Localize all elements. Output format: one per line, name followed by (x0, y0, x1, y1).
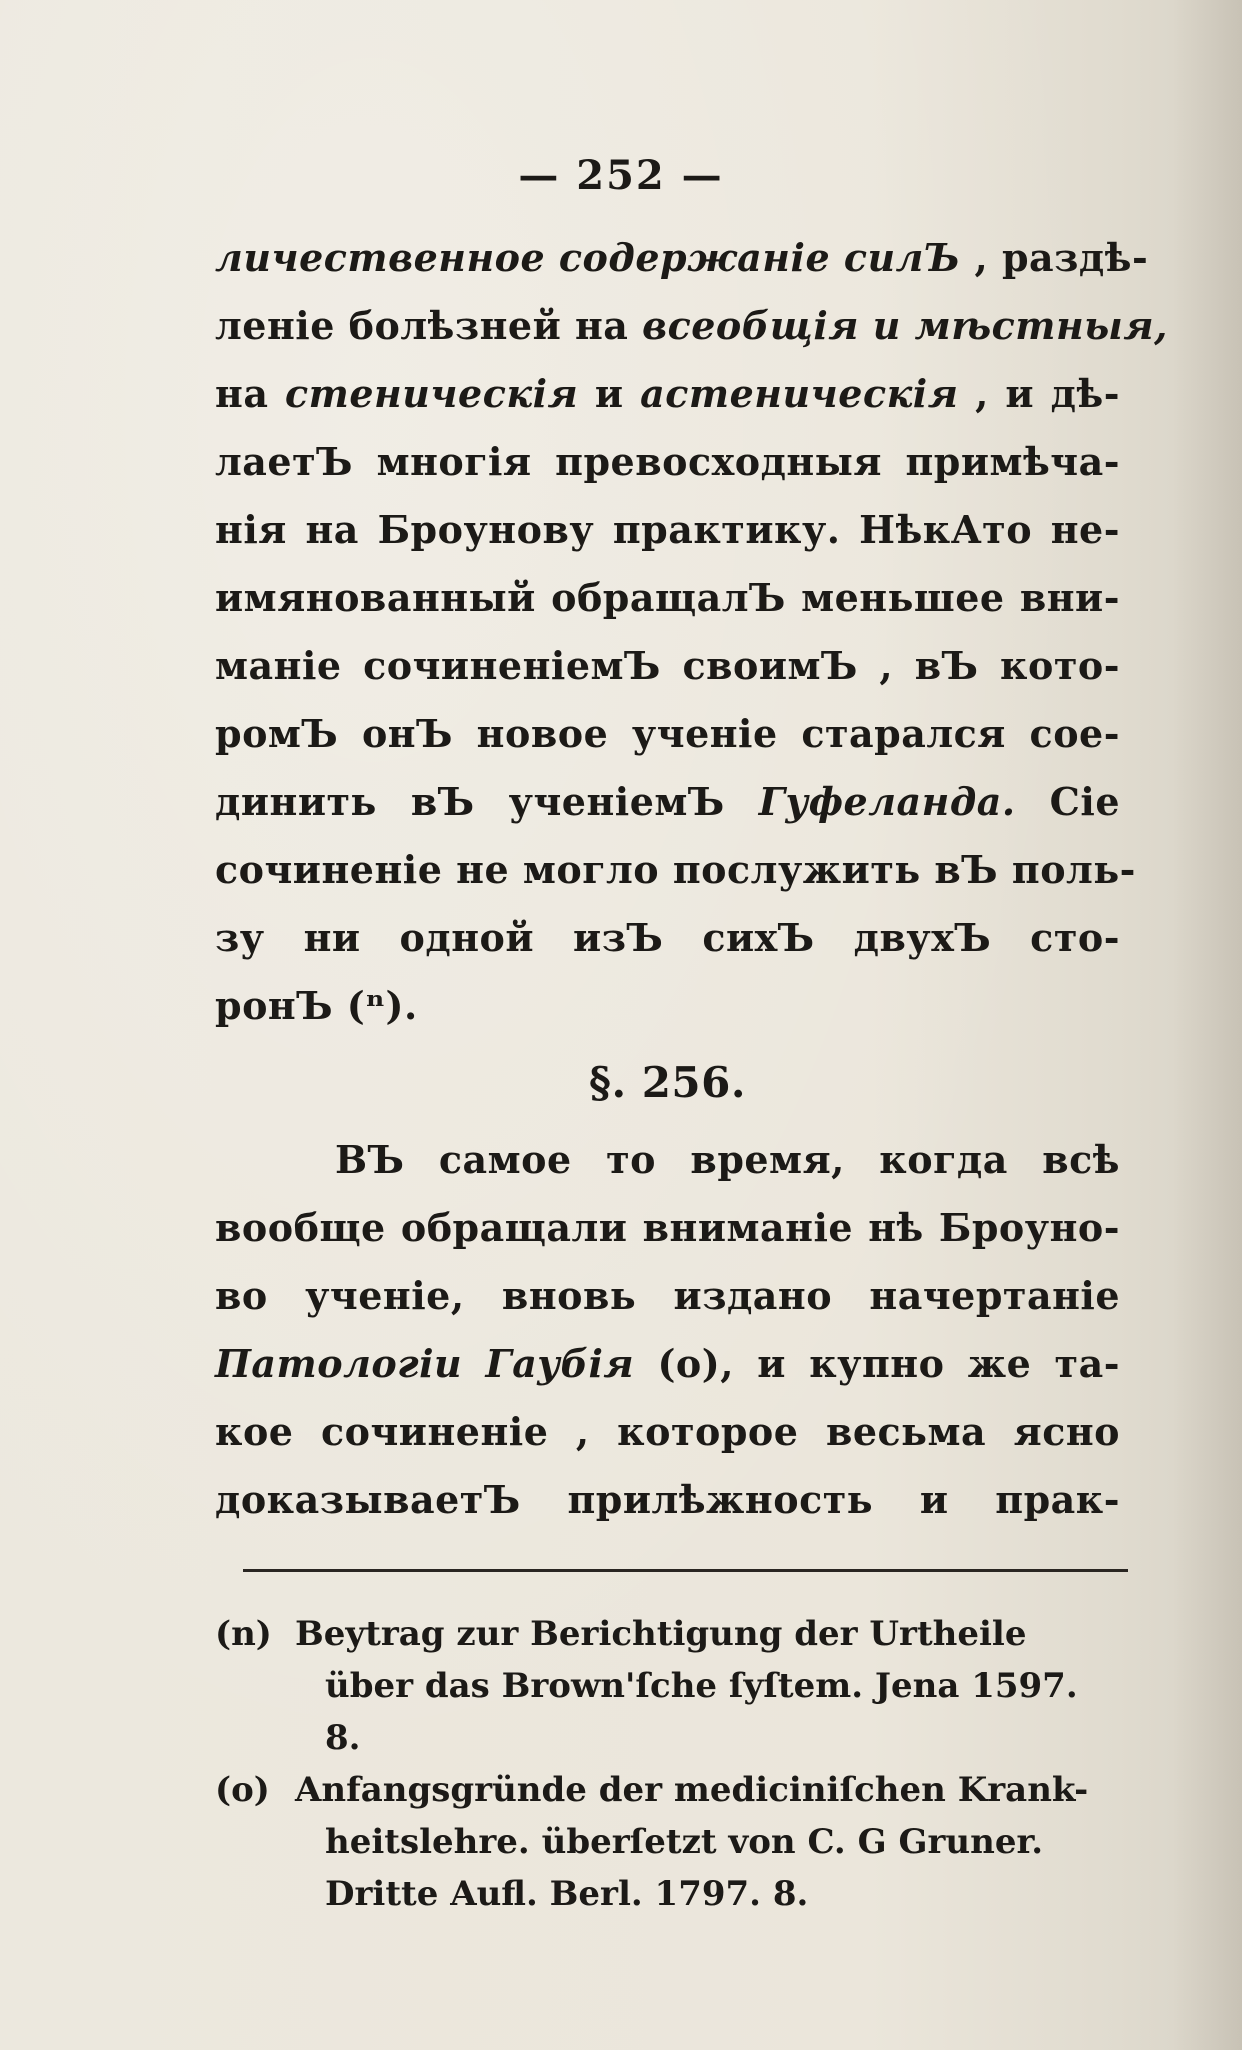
text-line: динить вЪ ученiемЪ Гуфеланда. Сiе (215, 779, 1120, 824)
text-line-italic: астеническiя (640, 371, 959, 416)
footnote-line (215, 1608, 1135, 1660)
footnotes (215, 1608, 1135, 1920)
text-line-italic: Гуфеланда. (758, 779, 1016, 824)
text-line: кое сочиненiе , которое весьма ясно (215, 1409, 1120, 1454)
text-line: на стеническiя и астеническiя , и дѣ- (215, 371, 1120, 416)
text-line: ромЪ онЪ новое ученiе старался сое- (215, 711, 1120, 756)
page-number: — 252 — (518, 152, 724, 199)
footnote-line (215, 1764, 1135, 1816)
footnote-line: über das Brown'ſche ſyſtem. Jena 1597. (325, 1666, 1078, 1706)
text-line: имянованный обращалЪ меньшее вни- (215, 575, 1120, 620)
text-line: сочиненiе не могло послужить вЪ поль- (215, 847, 1136, 892)
footnote-text: Anfangsgründe der mediciniſchen Krank- (295, 1770, 1089, 1810)
section-heading: §. 256. (588, 1058, 746, 1107)
text-line: ВЪ самое то время, когда всѣ (335, 1137, 1120, 1182)
footnote-line: Dritte Aufl. Berl. 1797. 8. (325, 1874, 809, 1914)
text-line: Патологiи Гаубiя (о), и купно же та- (215, 1341, 1120, 1386)
text-line: вообще обращали вниманiе нѣ Броуно- (215, 1205, 1120, 1250)
footnote-mark: (o) (215, 1770, 270, 1810)
text-line: во ученiе, вновь издано начертанiе (215, 1273, 1120, 1318)
text-line: ленiе болѣзней на всеобщiя и мѣстныя, (215, 303, 1168, 348)
text-line: лаетЪ многiя превосходныя примѣча- (215, 439, 1120, 484)
footnote-text: Beytrag zur Berichtigung der Urtheile (295, 1614, 1027, 1654)
text-line: зу ни одной изЪ сихЪ двухЪ сто- (215, 915, 1120, 960)
text-line-italic: всеобщiя и мѣстныя, (642, 303, 1168, 348)
text-line: доказываетЪ прилѣжность и прак- (215, 1477, 1120, 1522)
main-text (215, 224, 1168, 1534)
text-line-italic: Патологiи Гаубiя (215, 1341, 635, 1386)
page-edge-shadow (1172, 0, 1242, 2050)
text-line: манiе сочиненiемЪ своимЪ , вЪ кото- (215, 643, 1120, 688)
text-line: личественное содержанiе силЪ , раздѣ- (215, 235, 1149, 280)
footnote-rule (243, 1569, 1128, 1572)
text-line-italic: стеническiя (285, 371, 579, 416)
footnote-line: heitslehre. überſetzt von C. G Gruner. (325, 1822, 1044, 1862)
text-line: ронЪ (ⁿ). (215, 983, 418, 1028)
text-line: нiя на Броунову практику. НѣкАто не- (215, 507, 1120, 552)
footnote-mark: (n) (215, 1614, 272, 1654)
footnote-line: 8. (325, 1718, 361, 1758)
text-line-italic: личественное содержанiе силЪ (215, 235, 961, 280)
